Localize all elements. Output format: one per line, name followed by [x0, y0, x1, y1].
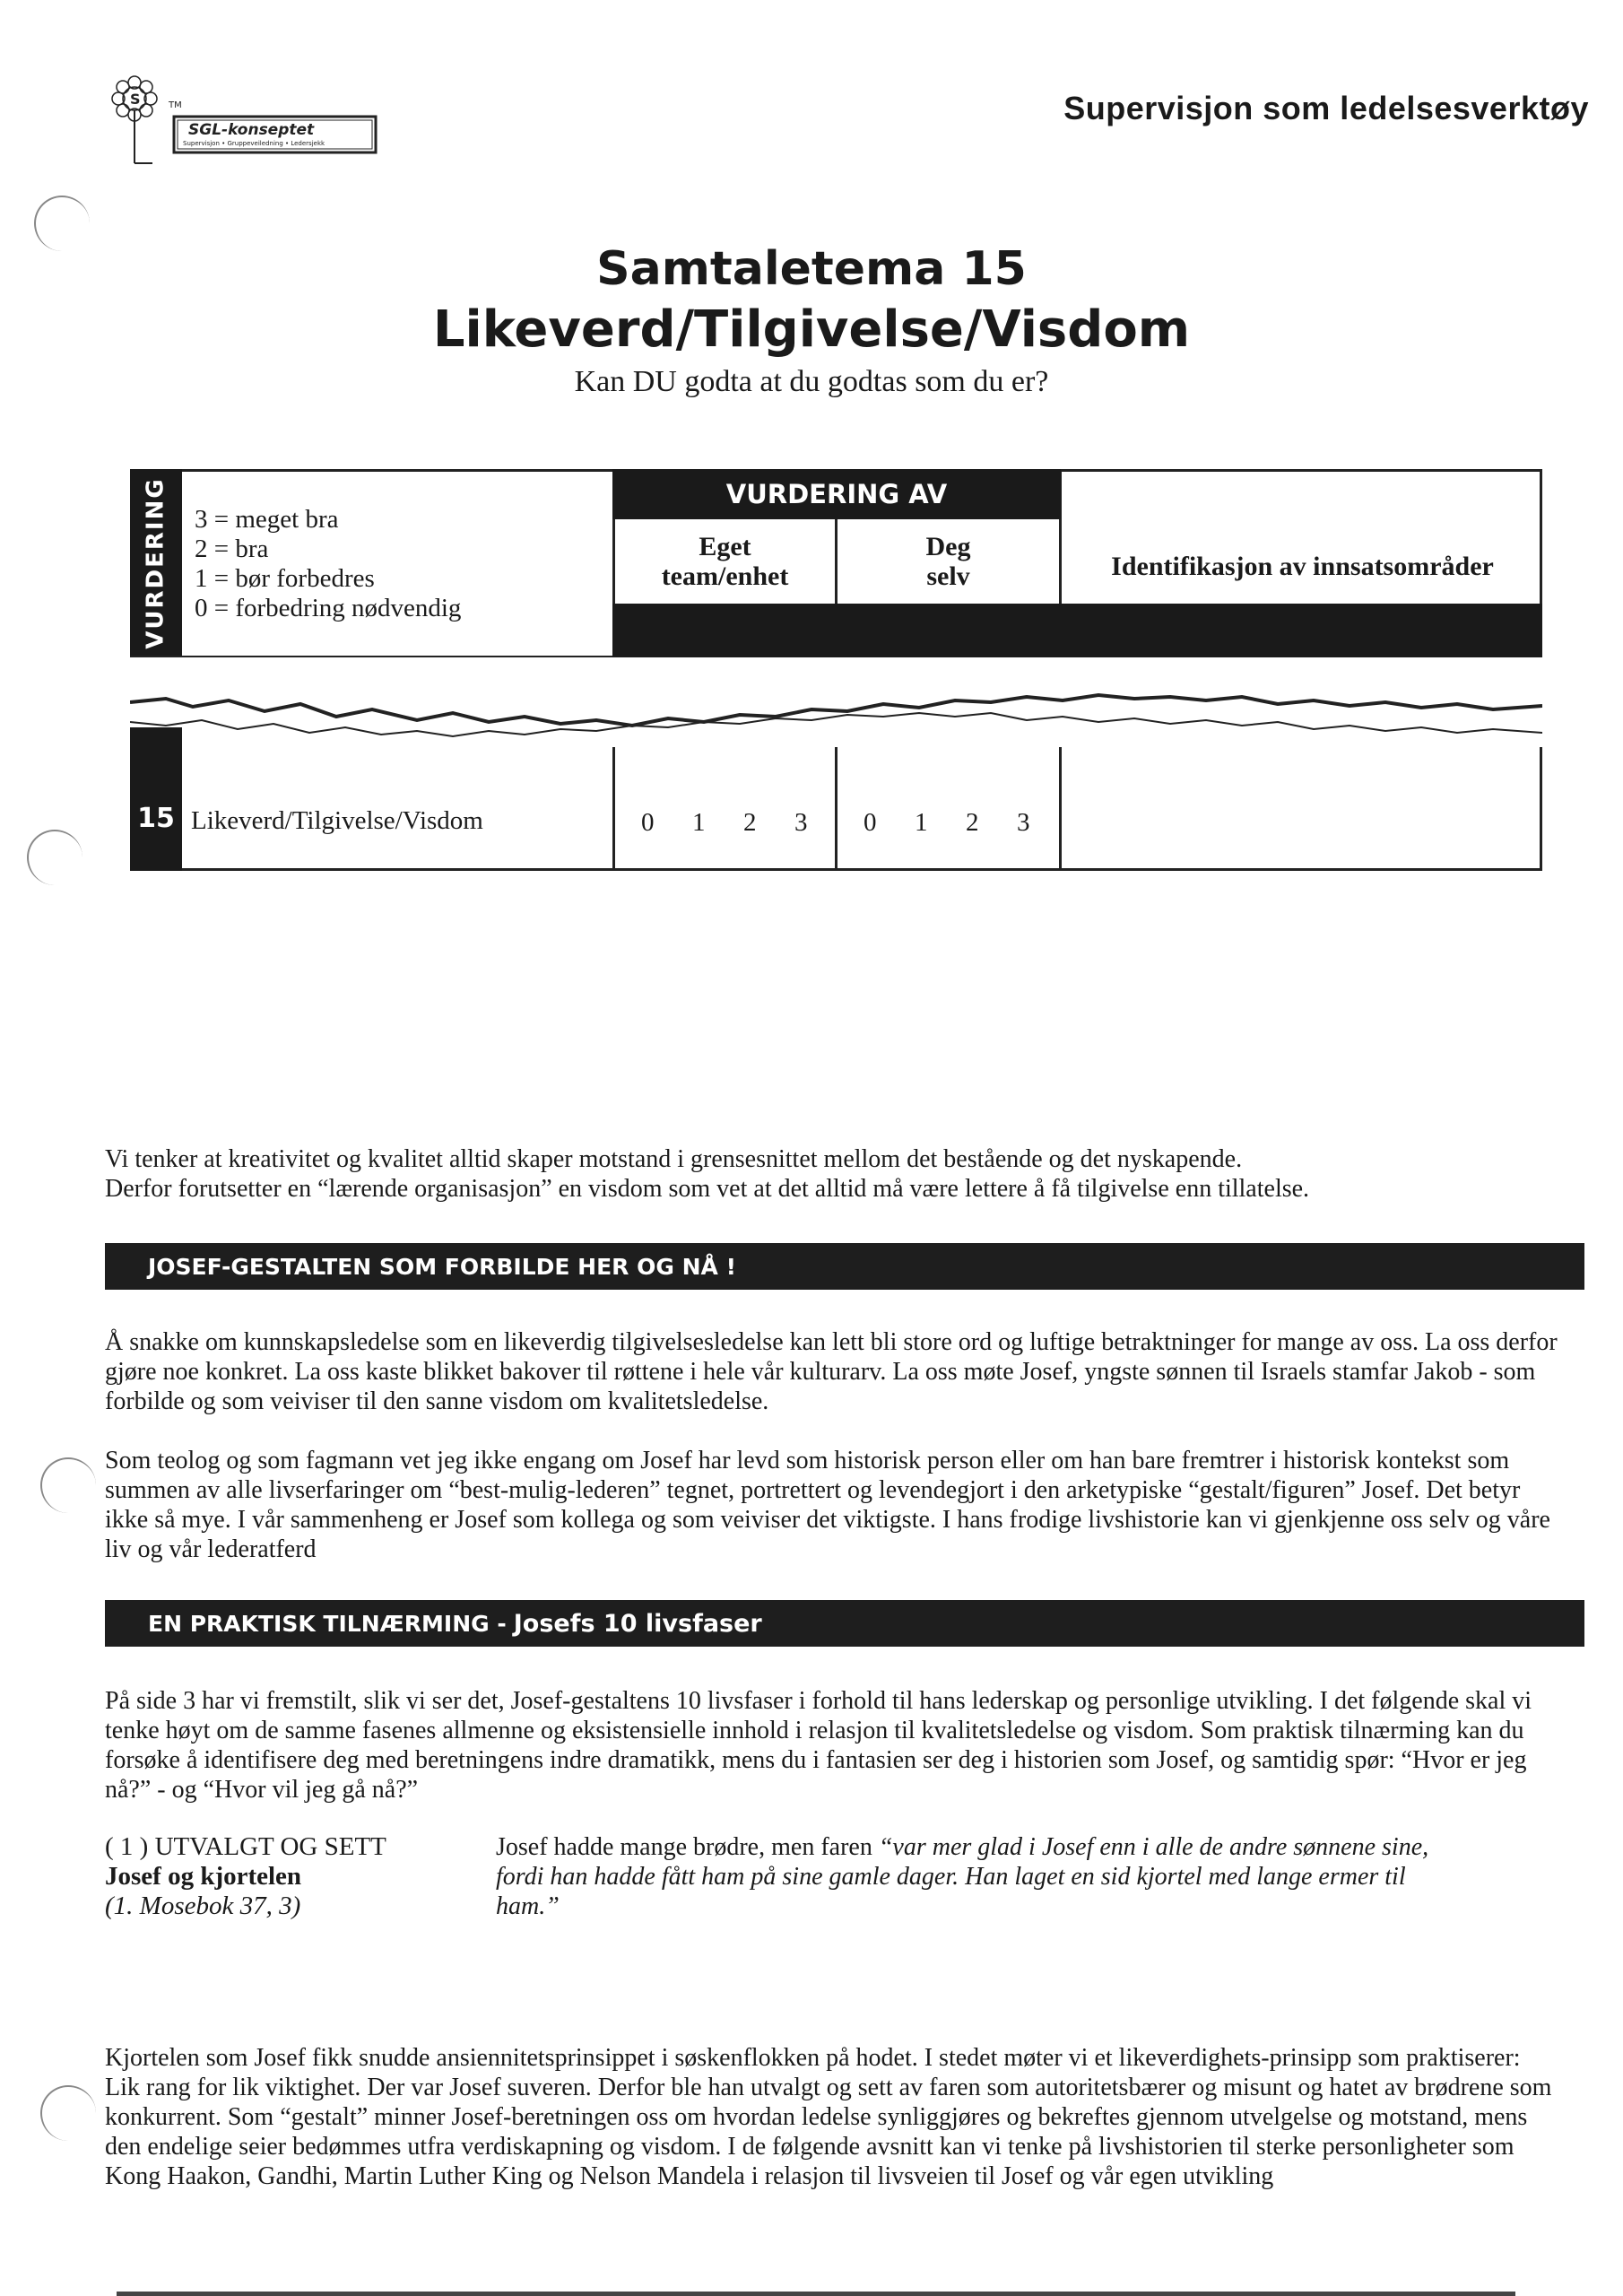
- section-heading-josef: JOSEF-GESTALTEN SOM FORBILDE HER OG NÅ !: [105, 1243, 1584, 1290]
- section1-paragraph: Som teolog og som fagmann vet jeg ikke engang om Josef har levd som historisk person eller om han bare fremtrer i historisk kontekst som summen av alle livserfaringer om “best-mulig-lederen” tegnet, portrettert og levendegjort i den arketypiske “gestalt/figuren” Josef. Det betyr ikke så mye. I vår sammenheng er Josef som kollega og som veiviser det viktigste. I hans frodige livshistorie kan vi gjenkjenne oss selv og våre liv og vår lederatferd: [105, 1447, 1550, 1563]
- team-score-options[interactable]: [641, 808, 846, 838]
- rating-side-label: VURDERING: [143, 477, 169, 649]
- group-header: VURDERING AV: [612, 469, 1061, 519]
- row-label: Likeverd/Tilgivelse/Visdom: [191, 806, 483, 835]
- binder-hole-mark: [27, 830, 82, 885]
- section2-paragraph: På side 3 har vi fremstilt, slik vi ser det, Josef-gestaltens 10 livsfaser i forhold til hans lederskap og personlige utvikling. I det følgende skal vi tenke høyt om de samme fasenes allmenne og eksistensielle innhold i relasjon til kvalitetsledelse og visdom. Som praktisk tilnærming kan du forsøke å identifisere deg med beretningens indre dramatikk, mens du i fantasien ser deg i historien som Josef, og samtidig spør: “Hvor er jeg nå?” - og “Hvor vil jeg gå nå?”: [105, 1687, 1532, 1804]
- team-score-0[interactable]: 0: [641, 808, 655, 837]
- section1-paragraph: Å snakke om kunnskapsledelse som en likeverdig tilgivelsesledelse kan lett bli store ord og luftige betraktninger for mange av oss. La oss derfor gjøre noe konkret. La oss kaste blikket bakover til røttene i hele vår kulturarv. La oss møte Josef, yngste sønnen til Israels stamfar Jakob - som forbilde og som veiviser til den sanne visdom om kvalitetsledelse.: [105, 1328, 1558, 1415]
- phase-subtitle: Josef og kjortelen: [105, 1862, 302, 1891]
- phase-title: ( 1 ) UTVALGT OG SETT: [105, 1832, 386, 1861]
- scale-item: 3 = meget bra: [195, 505, 339, 534]
- sgl-logo: [106, 74, 384, 172]
- torn-paper-divider: [130, 657, 1542, 747]
- self-score-1[interactable]: 1: [915, 808, 928, 837]
- footer-cutoff-mark: [54, 2283, 1578, 2296]
- phase-reference: (1. Mosebok 37, 3): [105, 1892, 301, 1920]
- self-score-options[interactable]: [864, 808, 1068, 838]
- team-score-2[interactable]: 2: [743, 808, 757, 837]
- section2-paragraph: Kjortelen som Josef fikk snudde ansiennitetsprinsippet i søskenflokken på hodet. I stedet møter vi et likeverdighets-prinsipp som praktiserer: Lik rang for lik viktighet. Der var Josef suveren. Derfor ble han utvalgt og sett av faren som autoritetsbærer og misunt og hatet av brødrene som konkurrent. Som “gestalt” minner Josef-beretningen oss om hvordan ledelse synliggjøres og bekreftes gjennom utvelgelse og motstand, mens den endelige seier bedømmes utfra verdiskapning og visdom. I de følgende avsnitt kan vi tenke på livshistorien til sterke personligheter som Kong Haakon, Gandhi, Martin Luther King og Nelson Mandela i relasjon til livsveien til Josef og vår egen utvikling: [105, 2044, 1552, 2190]
- section-heading-practical: EN PRAKTISK TILNÆRMING - Josefs 10 livsfaser: [105, 1600, 1584, 1647]
- self-score-3[interactable]: 3: [1017, 808, 1030, 837]
- scale-item: 2 = bra: [195, 535, 269, 563]
- rating-table: [130, 469, 1542, 871]
- page-subtitle: Kan DU godta at du godtas som du er?: [574, 365, 1049, 398]
- svg-text:SGL-konseptet: SGL-konseptet: [188, 121, 315, 139]
- binder-hole-mark: [40, 1457, 96, 1513]
- rating-scale: [195, 505, 461, 623]
- logo-tm: TM: [169, 100, 182, 110]
- col-ident-header: Identifikasjon av innsatsområder: [1111, 552, 1494, 581]
- row-number: 15: [137, 803, 175, 834]
- binder-hole-mark: [40, 2085, 96, 2141]
- header-title: Supervisjon som ledelsesverktøy: [1063, 90, 1589, 126]
- scale-item: 1 = bør forbedres: [195, 564, 375, 593]
- scale-item: 0 = forbedring nødvendig: [195, 594, 462, 622]
- page-title: Samtaletema 15: [596, 242, 1027, 296]
- team-score-1[interactable]: 1: [692, 808, 706, 837]
- page-title-topic: Likeverd/Tilgivelse/Visdom: [432, 300, 1191, 359]
- self-score-0[interactable]: 0: [864, 808, 877, 837]
- flower-logo-icon: [106, 74, 384, 172]
- phase-heading: [105, 1832, 386, 1921]
- self-score-2[interactable]: 2: [966, 808, 979, 837]
- intro-text: Vi tenker at kreativitet og kvalitet alltid skaper motstand i grensesnittet mellom det bestående og det nyskapende. Derfor forutsetter en “lærende organisasjon” en visdom som vet at det alltid må være lettere å få tilgivelse enn tillatelse.: [105, 1145, 1310, 1203]
- svg-text:S: S: [130, 91, 141, 108]
- col-team-header: Eget team/enhet: [661, 532, 789, 591]
- svg-text:Supervisjon • Gruppeveiledning: Supervisjon • Gruppeveiledning • Ledersjekk: [183, 140, 325, 147]
- phase-text: Josef hadde mange brødre, men faren “var mer glad i Josef enn i alle de andre sønnene sine, fordi han hadde fått ham på sine gamle dager. Han laget en sid kjortel med lange ermer til ham.”: [496, 1833, 1429, 1920]
- col-self-header: Deg selv: [925, 532, 971, 591]
- team-score-3[interactable]: 3: [794, 808, 808, 837]
